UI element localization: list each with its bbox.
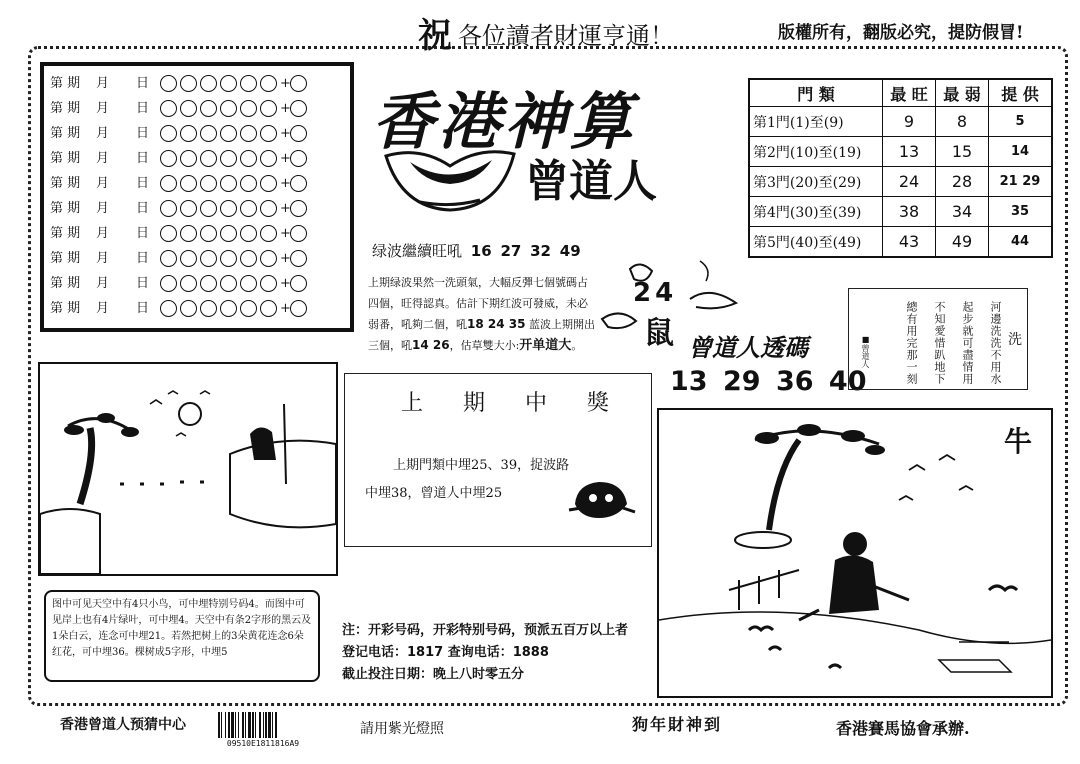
analysis-numbers: 14 26 [412,338,450,352]
record-day-label: 日 [136,176,150,191]
special-number-circle [290,225,307,242]
barcode-bar [252,712,254,738]
number-circle [220,225,237,242]
last-period-title: 上期中獎 [401,391,650,416]
record-row [50,272,346,296]
number-circle [240,300,257,317]
number-circle [220,75,237,92]
table-row [749,227,1052,258]
number-circle [220,250,237,267]
record-day-label: 日 [136,226,150,241]
barcode-icon [216,712,310,740]
record-month-label: 月 [96,301,110,316]
number-circle [160,225,177,242]
number-circle [260,150,277,167]
number-circle [160,100,177,117]
number-circle [200,100,217,117]
barcode-bar [238,712,239,738]
record-row [50,172,346,196]
number-circle [200,75,217,92]
plus-sign: + [280,201,291,216]
plus-sign: + [280,76,291,91]
number-circle [260,75,277,92]
plus-sign: + [280,251,291,266]
greeting-text: 各位讀者財運亨通！ [458,22,674,50]
table-cell: 24 [883,167,936,197]
number-circle [260,250,277,267]
record-period-label: 第 期 [50,201,81,216]
greeting-big-char: 祝 [418,16,452,56]
green-wave-number: 32 [530,242,551,260]
record-month-label: 月 [96,176,110,191]
record-row [50,197,346,221]
poem-line: 總有用完那一刻 [905,301,918,385]
tou-ma-numbers: 13 29 36 40 [670,366,867,397]
number-circle [200,300,217,317]
barcode-bar [225,712,226,738]
table-cell: 8 [936,107,989,137]
door-category-table [748,78,1053,258]
number-circle [180,200,197,217]
number-circle [260,300,277,317]
analysis-text: 弱番，吼夠二個，吼 [368,318,467,331]
record-month-label: 月 [96,226,110,241]
analysis-numbers: 18 24 35 [467,317,526,331]
number-circle [180,225,197,242]
analysis-highlight: 开单道大 [519,338,572,353]
number-circle [240,150,257,167]
table-cell: 第4門(30)至(39) [749,197,883,227]
number-circle [180,75,197,92]
record-period-label: 第 期 [50,301,81,316]
record-day-label: 日 [136,201,150,216]
number-circle [200,175,217,192]
plus-sign: + [280,126,291,141]
poem-line: 起步就可盡情用 [961,301,974,385]
green-wave-number: 27 [500,242,522,260]
ox-picture [657,408,1053,698]
footer-right: 香港賽馬協會承辦. [836,719,970,738]
number-circle [160,125,177,142]
special-number-circle [290,125,307,142]
record-row [50,297,346,321]
table-cell: 49 [936,227,989,258]
barcode-bar [255,712,256,738]
number-circle [200,275,217,292]
record-day-label: 日 [136,101,150,116]
special-number-circle [290,100,307,117]
poem-signature: ■曾道人 [861,335,870,368]
farmer-illustration [659,410,1051,696]
table-cell: 第2門(10)至(19) [749,137,883,167]
number-circle [160,150,177,167]
number-circle [160,200,177,217]
analysis-line [368,314,630,335]
table-header: 提 供 [989,79,1053,107]
poem-title: 洗 [1008,332,1022,348]
barcode [216,712,310,748]
last-period-text: 中埋38，曾道人中埋25 [365,486,503,501]
last-period-box [344,373,652,547]
table-header-row [749,79,1052,107]
green-wave-line [372,240,581,261]
number-circle [240,275,257,292]
record-period-label: 第 期 [50,151,81,166]
barcode-bar [268,712,271,738]
table-cell: 15 [936,137,989,167]
record-period-label: 第 期 [50,226,81,241]
record-day-label: 日 [136,151,150,166]
number-circle [220,175,237,192]
number-circle [180,125,197,142]
page-subtitle: 曾道人 [525,156,657,207]
zodiac-number: 24 [633,278,678,308]
table-cell: 9 [883,107,936,137]
record-box [40,62,354,332]
copyright-notice: 版權所有，翻版必究，提防假冒! [778,23,1024,43]
number-circle [260,200,277,217]
table-header: 最 弱 [936,79,989,107]
zodiac-animal: 鼠 [644,316,674,351]
table-cell: 38 [883,197,936,227]
last-period-text: 上期門類中埋25、39，捉波路 [393,458,570,473]
riddle-picture [38,362,338,576]
table-cell: 35 [989,197,1053,227]
number-circle [260,125,277,142]
record-month-label: 月 [96,76,110,91]
number-circle [180,250,197,267]
green-wave-number: 16 [470,242,492,260]
number-circle [220,150,237,167]
barcode-bar [231,712,234,738]
landscape-illustration [40,364,336,574]
number-circle [260,175,277,192]
number-circle [220,100,237,117]
plus-sign: + [280,151,291,166]
plus-sign: + [280,176,291,191]
record-month-label: 月 [96,201,110,216]
record-period-label: 第 期 [50,276,81,291]
analysis-line [368,335,630,356]
special-number-circle [290,75,307,92]
plus-sign: + [280,301,291,316]
notice-line: 登记电话：1817 查询电话：1888 [342,645,549,660]
number-circle [160,250,177,267]
tou-ma-title: 曾道人透碼 [688,333,808,362]
barcode-bar [275,712,277,738]
number-circle [200,150,217,167]
barcode-bar [228,712,230,738]
record-day-label: 日 [136,251,150,266]
record-row [50,97,346,121]
page-title: 香港神算 [372,85,637,158]
analysis-text: ，估草雙大小: [449,339,520,352]
table-cell: 44 [989,227,1053,258]
notice-line: 截止投注日期：晚上八时零五分 [342,667,525,682]
analysis-text: 。 [571,339,583,352]
number-circle [240,250,257,267]
number-circle [200,225,217,242]
record-month-label: 月 [96,126,110,141]
table-cell: 28 [936,167,989,197]
number-circle [260,100,277,117]
barcode-bar [248,712,251,738]
barcode-bar [235,712,236,738]
number-circle [180,150,197,167]
analysis-text: 蓝波上期開出 [525,318,595,331]
record-period-label: 第 期 [50,251,81,266]
barcode-bar [221,712,222,738]
riddle-text-box: 图中可见天空中有4只小鸟，可中埋特别号码4。而图中可见岸上也有4片绿叶，可中埋4。天空中有条2字形的黑云及1朵白云，连念可中埋21。若然把树上的3朵黄花连念6朵红花，可中埋36。棵树成5字形，中埋5 [44,590,320,682]
analysis-line: 上期绿波果然一洗頭氣，大幅反彈七個號碼占 [368,276,588,289]
number-circle [180,275,197,292]
notice-block [342,620,628,686]
number-circle [160,275,177,292]
record-row [50,72,346,96]
table-cell: 21 29 [989,167,1053,197]
record-month-label: 月 [96,251,110,266]
number-circle [220,125,237,142]
special-number-circle [290,275,307,292]
analysis-text: 三個，吼 [368,339,412,352]
footer-slogan: 狗年財神到 [632,715,723,734]
special-number-circle [290,175,307,192]
number-circle [200,250,217,267]
analysis-line: 四個，旺得認真。估計下期红波可發威，未必 [368,297,588,310]
barcode-bar [263,712,264,738]
plus-sign: + [280,276,291,291]
tiger-face-icon [567,474,637,524]
number-circle [200,125,217,142]
record-row [50,222,346,246]
analysis-paragraph [368,272,630,356]
number-circle [220,275,237,292]
header-greeting [418,8,674,57]
record-row [50,147,346,171]
record-day-label: 日 [136,276,150,291]
footer-middle: 請用紫光燈照 [360,721,444,737]
number-circle [160,175,177,192]
record-row [50,247,346,271]
table-cell: 34 [936,197,989,227]
record-month-label: 月 [96,151,110,166]
table-cell: 第1門(1)至(9) [749,107,883,137]
barcode-bar [272,712,273,738]
record-period-label: 第 期 [50,101,81,116]
number-circle [240,200,257,217]
special-number-circle [290,300,307,317]
poem-line: 河邊洗洗不用水 [989,301,1002,385]
number-circle [240,125,257,142]
number-circle [240,175,257,192]
number-circle [240,75,257,92]
table-row [749,137,1052,167]
number-circle [160,300,177,317]
poem-line: 不知愛惜趴地下 [933,301,946,385]
record-period-label: 第 期 [50,176,81,191]
record-day-label: 日 [136,126,150,141]
record-row [50,122,346,146]
special-number-circle [290,150,307,167]
green-wave-number: 49 [559,242,581,260]
record-month-label: 月 [96,276,110,291]
table-cell: 第3門(20)至(29) [749,167,883,197]
table-cell: 5 [989,107,1053,137]
ox-label: 牛 [1004,425,1033,458]
table-cell: 43 [883,227,936,258]
record-month-label: 月 [96,101,110,116]
table-row [749,167,1052,197]
green-wave-label: 绿波繼續旺吼 [372,242,463,260]
barcode-bar [242,712,244,738]
plus-sign: + [280,101,291,116]
number-circle [180,300,197,317]
record-period-label: 第 期 [50,126,81,141]
table-cell: 第5門(40)至(49) [749,227,883,258]
number-circle [240,100,257,117]
poem-box [848,288,1028,390]
number-circle [200,200,217,217]
number-circle [240,225,257,242]
number-circle [260,275,277,292]
number-circle [180,100,197,117]
barcode-bar [218,712,220,738]
plus-sign: + [280,226,291,241]
barcode-number: 09510E1811816A9 [216,739,310,748]
barcode-bar [259,712,261,738]
special-number-circle [290,250,307,267]
barcode-bar [265,712,267,738]
record-day-label: 日 [136,301,150,316]
record-period-label: 第 期 [50,76,81,91]
table-cell: 13 [883,137,936,167]
table-row [749,197,1052,227]
gold-ingot-icon [380,142,520,214]
table-header: 最 旺 [883,79,936,107]
footer-left: 香港曾道人预猜中心 [60,717,186,733]
table-row [749,107,1052,137]
record-day-label: 日 [136,76,150,91]
special-number-circle [290,200,307,217]
number-circle [220,200,237,217]
number-circle [160,75,177,92]
number-circle [180,175,197,192]
table-cell: 14 [989,137,1053,167]
number-circle [260,225,277,242]
number-circle [220,300,237,317]
notice-line: 注：开彩号码，开彩特别号码，预派五百万以上者 [342,623,629,638]
table-header: 門 類 [749,79,883,107]
barcode-bar [245,712,246,738]
